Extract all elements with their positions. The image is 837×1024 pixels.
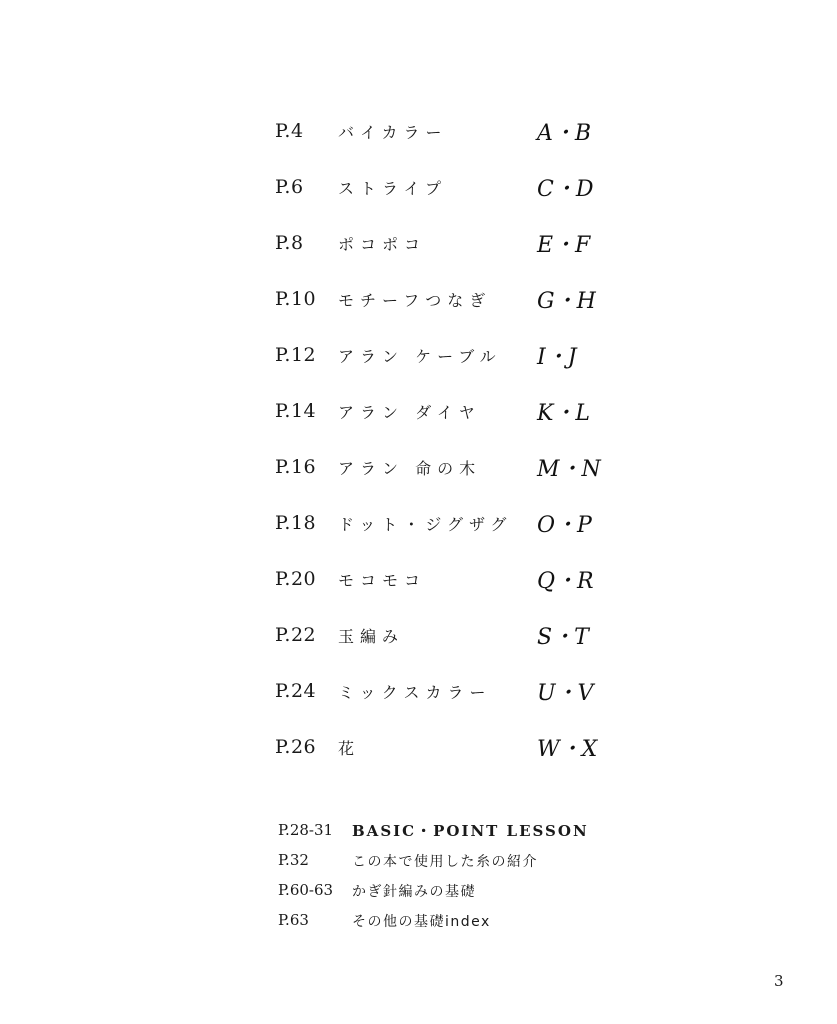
- toc-pattern-codes: W・X: [537, 737, 598, 762]
- toc-title: ドット・ジグザグ: [338, 515, 513, 534]
- toc-title: アラン ダイヤ: [338, 403, 481, 422]
- toc-extra-page-ref: P.28-31: [278, 821, 334, 839]
- toc-pattern-codes: Q・R: [537, 569, 594, 594]
- toc-pattern-codes: I・J: [537, 345, 577, 370]
- toc-page-ref: P.6: [275, 176, 304, 198]
- toc-entry[interactable]: [275, 504, 635, 544]
- toc-page-ref: P.16: [275, 456, 317, 478]
- toc-extra-entry[interactable]: [278, 848, 638, 874]
- toc-entry[interactable]: [275, 672, 635, 712]
- toc-entry[interactable]: [275, 616, 635, 656]
- toc-title: ミックスカラー: [338, 683, 492, 702]
- toc-entry[interactable]: [275, 560, 635, 600]
- toc-page-ref: P.10: [275, 288, 317, 310]
- toc-entry[interactable]: [275, 392, 635, 432]
- toc-pattern-codes: E・F: [537, 233, 591, 258]
- toc-page-ref: P.18: [275, 512, 317, 534]
- toc-pattern-codes: O・P: [537, 513, 592, 538]
- toc-pattern-codes: S・T: [537, 625, 589, 650]
- toc-page-ref: P.24: [275, 680, 317, 702]
- toc-entry[interactable]: [275, 728, 635, 768]
- toc-extra-page-ref: P.63: [278, 911, 309, 929]
- toc-entry[interactable]: [275, 112, 635, 152]
- toc-page-ref: P.22: [275, 624, 317, 646]
- toc-title: バイカラー: [338, 123, 448, 142]
- toc-extra-title: その他の基礎index: [352, 914, 491, 930]
- toc-extra-entry[interactable]: [278, 818, 638, 844]
- toc-extra-entry[interactable]: [278, 878, 638, 904]
- toc-entry[interactable]: [275, 280, 635, 320]
- toc-extra-title: この本で使用した糸の紹介: [352, 854, 538, 870]
- toc-entry[interactable]: [275, 448, 635, 488]
- toc-title: 花: [338, 739, 361, 758]
- toc-extra-entry[interactable]: [278, 908, 638, 934]
- toc-extra-title: BASIC・POINT LESSON: [352, 822, 589, 840]
- toc-extra-title: かぎ針編みの基礎: [352, 884, 476, 900]
- toc-pattern-codes: U・V: [537, 681, 594, 706]
- toc-page-ref: P.12: [275, 344, 317, 366]
- toc-pattern-codes: C・D: [537, 177, 594, 202]
- toc-page-ref: P.14: [275, 400, 317, 422]
- toc-entry[interactable]: [275, 168, 635, 208]
- toc-page-ref: P.4: [275, 120, 304, 142]
- toc-page-ref: P.8: [275, 232, 304, 254]
- toc-pattern-codes: M・N: [537, 457, 601, 482]
- page-number: 3: [774, 972, 784, 990]
- toc-page-ref: P.26: [275, 736, 317, 758]
- toc-pattern-codes: G・H: [537, 289, 596, 314]
- toc-title: ストライプ: [338, 179, 448, 198]
- toc-title: モチーフつなぎ: [338, 291, 492, 310]
- toc-title: アラン ケーブル: [338, 347, 502, 366]
- toc-extra-page-ref: P.60-63: [278, 881, 334, 899]
- toc-title: アラン 命の木: [338, 459, 482, 478]
- toc-title: 玉編み: [338, 627, 405, 646]
- toc-extra-page-ref: P.32: [278, 851, 309, 869]
- toc-pattern-codes: K・L: [537, 401, 591, 426]
- toc-title: モコモコ: [338, 571, 427, 590]
- toc-pattern-codes: A・B: [537, 121, 592, 146]
- toc-entry[interactable]: [275, 336, 635, 376]
- toc-page-ref: P.20: [275, 568, 317, 590]
- toc-entry[interactable]: [275, 224, 635, 264]
- toc-title: ポコポコ: [338, 235, 427, 254]
